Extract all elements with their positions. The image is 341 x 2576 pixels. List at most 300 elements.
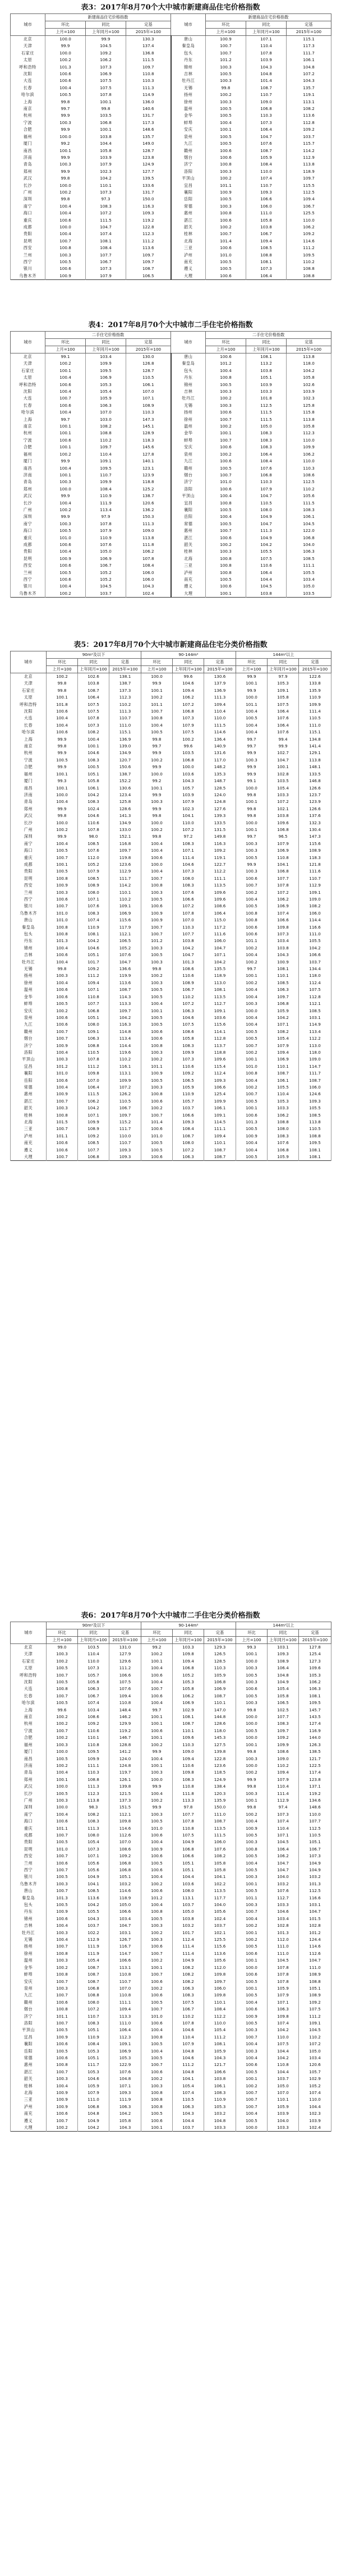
index-value-cell: 100.5 [141,994,173,1000]
table-6 [10,1622,331,2132]
table-row [11,1644,331,1651]
index-value-cell: 109.4 [204,1133,236,1140]
index-value-cell: 100.6 [45,77,86,84]
index-value-cell: 108.6 [268,1748,299,1755]
index-value-cell: 148.4 [109,1707,141,1714]
index-value-cell: 99.8 [47,680,78,687]
index-value-cell: 144.8 [204,1714,236,1720]
index-value-cell: 100.8 [141,1091,173,1098]
city-name-cell: 西安 [11,245,45,251]
index-value-cell: 106.2 [173,1693,204,1700]
index-value-cell: 109.7 [126,259,171,265]
index-value-cell: 140.1 [126,458,171,465]
index-value-cell: 107.3 [246,120,287,126]
index-value-cell: 127.8 [299,1644,331,1651]
index-value-cell: 103.9 [268,2110,299,2117]
index-value-cell: 120.6 [299,2061,331,2068]
index-value-cell: 110.8 [109,1971,141,1978]
table-row [11,1049,331,1056]
base-header: 上月=100 [236,666,268,673]
index-value-cell: 119.2 [299,1790,331,1797]
index-value-cell: 108.2 [173,1971,204,1978]
index-value-cell: 109.2 [78,1133,109,1140]
index-value-cell: 119.1 [204,855,236,861]
index-value-cell: 107.9 [78,2090,109,2096]
index-value-cell: 103.3 [173,1644,204,1651]
index-value-cell: 112.8 [204,1035,236,1042]
index-value-cell: 100.6 [141,1028,173,1035]
index-value-cell: 110.1 [204,1700,236,1706]
index-value-cell: 103.7 [86,590,126,598]
city-name-cell: 合肥 [11,1734,47,1741]
index-value-cell: 100.7 [141,924,173,931]
table-row [11,861,331,868]
index-value-cell: 106.8 [173,757,204,764]
city-name-cell: 金华 [171,112,206,119]
index-value-cell: 107.1 [268,1832,299,1839]
index-value-cell: 106.8 [268,826,299,833]
index-value-cell: 108.1 [173,1714,204,1720]
index-value-cell: 138.4 [204,1783,236,1790]
index-value-cell: 108.4 [173,1126,204,1132]
index-value-cell: 109.5 [287,252,331,259]
city-name-cell: 吉林 [11,952,47,958]
table-row [11,120,331,126]
index-value-cell: 100.5 [206,507,246,513]
index-value-cell: 101.0 [45,535,86,541]
index-value-cell: 106.2 [126,548,171,555]
table-row [11,382,331,388]
index-value-cell: 105.9 [268,1154,299,1161]
index-value-cell: 100.4 [45,203,86,210]
index-value-cell: 99.9 [236,750,268,756]
index-value-cell: 113.6 [287,112,331,119]
index-value-cell: 108.3 [173,841,204,847]
index-value-cell: 104.0 [287,541,331,548]
index-value-cell: 100.8 [47,875,78,882]
index-value-cell: 110.1 [109,889,141,896]
index-value-cell: 100.5 [236,1992,268,1999]
index-value-cell: 107.2 [109,1084,141,1091]
index-value-cell: 100.6 [45,71,86,77]
city-name-cell: 三亚 [11,1126,47,1132]
table-row [11,868,331,875]
index-value-cell: 106.9 [268,903,299,910]
index-value-cell: 107.8 [268,882,299,889]
city-name-cell: 银川 [11,903,47,910]
index-value-cell: 110.3 [173,924,204,931]
table-row [11,771,331,778]
city-name-cell: 贵阳 [11,231,45,237]
index-value-cell: 106.7 [246,231,287,237]
index-value-cell: 100.9 [206,189,246,196]
index-value-cell: 101.2 [47,1063,78,1070]
index-value-cell: 104.2 [246,541,287,548]
index-value-cell: 114.8 [109,1028,141,1035]
city-name-cell: 宁波 [11,120,45,126]
index-value-cell: 103.7 [78,1922,109,1929]
index-value-cell: 100.6 [45,541,86,548]
city-name-cell: 洛阳 [11,2020,47,2027]
table-row [11,402,331,409]
city-name-cell: 石家庄 [11,1658,47,1665]
index-value-cell: 100.3 [47,889,78,896]
index-value-cell: 105.8 [78,778,109,784]
index-value-cell: 105.9 [204,2048,236,2055]
city-name-cell: 锦州 [171,382,206,388]
index-value-cell: 106.6 [204,2069,236,2076]
city-name-cell: 南充 [11,2110,47,2117]
city-name-cell: 包头 [11,1902,47,1908]
index-value-cell: 111.8 [126,541,171,548]
index-value-cell: 100.6 [206,458,246,465]
sub-header: 同比 [173,659,204,666]
index-value-cell: 108.4 [246,161,287,168]
index-value-cell: 103.7 [268,2076,299,2082]
index-value-cell: 106.4 [246,126,287,133]
index-value-cell: 105.3 [268,680,299,687]
sub-header: 定基 [204,1629,236,1637]
index-value-cell: 115.0 [204,917,236,924]
index-value-cell: 100.5 [236,1154,268,1161]
city-name-cell: 襄阳 [171,507,206,513]
table-4-title: 表4：2017年8月70个大中城市二手住宅价格指数 [88,321,253,329]
index-value-cell: 107.4 [86,231,126,237]
city-name-cell: 西宁 [11,576,45,583]
index-value-cell: 110.8 [109,1992,141,1999]
city-name-cell: 乌鲁木齐 [11,590,45,598]
table-row [11,77,331,84]
city-header: 城市 [11,1622,47,1644]
index-value-cell: 100.4 [206,368,246,374]
index-value-cell: 99.8 [236,1707,268,1714]
index-value-cell: 100.7 [47,2020,78,2027]
index-value-cell: 104.7 [109,1922,141,1929]
index-value-cell: 100.1 [236,1930,268,1936]
table-row [11,903,331,910]
index-value-cell: 100.7 [141,931,173,938]
index-value-cell: 103.7 [299,959,331,966]
city-name-cell: 锦州 [11,1916,47,1922]
index-value-cell: 100.2 [173,736,204,743]
index-value-cell: 116.3 [109,1021,141,1028]
table-row [11,416,331,423]
index-value-cell: 111.5 [86,217,126,224]
index-value-cell: 111.5 [204,1832,236,1839]
index-value-cell: 114.1 [204,1028,236,1035]
city-name-cell: 济宁 [171,479,206,485]
index-value-cell: 124.6 [299,1091,331,1098]
index-value-cell: 108.7 [204,1147,236,1154]
table-row [11,562,331,569]
index-value-cell: 100.4 [47,1922,78,1929]
index-value-cell: 99.9 [47,736,78,743]
index-value-cell: 105.0 [287,583,331,590]
table-row [11,1971,331,1978]
index-value-cell: 97.3 [86,196,126,203]
city-name-cell: 北京 [11,673,47,681]
index-value-cell: 106.2 [287,224,331,231]
index-value-cell: 117.0 [204,757,236,764]
index-value-cell: 100.4 [45,409,86,416]
index-value-cell: 102.2 [204,1881,236,1888]
index-value-cell: 106.3 [86,402,126,409]
index-value-cell: 100.7 [47,1035,78,1042]
index-value-cell: 100.5 [141,1140,173,1146]
index-value-cell: 100.2 [236,1811,268,1818]
index-value-cell: 101.0 [47,1846,78,1853]
index-value-cell: 108.2 [268,1028,299,1035]
index-value-cell: 100.5 [206,196,246,203]
index-value-cell: 106.8 [268,868,299,875]
index-value-cell: 100.3 [47,1651,78,1657]
index-value-cell: 108.9 [173,980,204,986]
index-value-cell: 100.5 [206,465,246,472]
index-value-cell: 109.7 [126,64,171,71]
index-value-cell: 108.8 [86,430,126,437]
index-value-cell: 107.5 [173,1021,204,1028]
index-value-cell: 101.2 [206,57,246,63]
city-name-cell: 银川 [11,583,45,590]
index-value-cell: 110.0 [78,1658,109,1665]
index-value-cell: 145.1 [126,423,171,430]
index-value-cell: 100.3 [141,945,173,952]
index-value-cell: 103.4 [86,353,126,361]
index-value-cell: 100.4 [141,1700,173,1706]
table-row [11,1790,331,1797]
table-row [11,1936,331,1943]
index-value-cell: 100.5 [206,105,246,112]
table-row [11,245,331,251]
index-value-cell: 99.8 [45,99,86,105]
index-value-cell: 101.3 [47,1895,78,1902]
index-value-cell: 100.1 [141,687,173,694]
table-row [11,2118,331,2124]
index-value-cell: 100.8 [47,1112,78,1119]
index-value-cell: 104.0 [268,2118,299,2124]
index-value-cell: 107.0 [109,1839,141,1845]
index-value-cell: 109.5 [86,368,126,374]
index-value-cell: 100.4 [141,2027,173,2033]
index-value-cell: 104.6 [78,750,109,756]
index-value-cell: 107.4 [173,2090,204,2096]
index-value-cell: 110.5 [299,1832,331,1839]
index-value-cell: 100.6 [47,1077,78,1084]
city-name-cell: 郑州 [11,806,47,812]
index-value-cell: 126.6 [299,806,331,812]
index-value-cell: 108.8 [78,1043,109,1049]
index-value-cell: 108.5 [287,555,331,562]
index-value-cell: 100.6 [47,986,78,993]
index-value-cell: 100.9 [268,959,299,966]
index-value-cell: 109.3 [126,210,171,217]
index-value-cell: 99.8 [45,196,86,203]
index-value-cell: 127.5 [204,1742,236,1748]
sub-header: 定基 [287,21,331,29]
table-row [11,994,331,1000]
index-value-cell: 100.5 [47,847,78,854]
index-value-cell: 100.5 [236,903,268,910]
index-value-cell: 101.1 [47,2013,78,2020]
index-value-cell: 103.2 [109,1881,141,1888]
index-value-cell: 100.4 [47,722,78,729]
index-value-cell: 100.4 [141,2048,173,2055]
index-value-cell: 100.6 [141,1126,173,1132]
index-value-cell: 100.7 [141,708,173,715]
city-name-cell: 哈尔滨 [11,1700,47,1706]
index-value-cell: 124.8 [109,1762,141,1769]
index-value-cell: 100.6 [47,708,78,715]
index-value-cell: 106.3 [299,1686,331,1692]
index-value-cell: 100.2 [236,2083,268,2090]
index-value-cell: 100.7 [141,2061,173,2068]
index-value-cell: 101.2 [206,360,246,367]
index-value-cell: 107.8 [173,1818,204,1825]
index-value-cell: 131.5 [204,826,236,833]
index-value-cell: 100.1 [45,472,86,479]
index-value-cell: 108.3 [173,1043,204,1049]
table-row [11,91,331,98]
index-value-cell: 100.5 [45,91,86,98]
index-value-cell: 100.2 [45,590,86,598]
table-row [11,1728,331,1734]
index-value-cell: 100.1 [236,826,268,833]
table-row [11,1105,331,1112]
index-value-cell: 108.3 [78,910,109,917]
index-value-cell: 106.4 [246,273,287,280]
index-value-cell: 105.4 [204,2027,236,2033]
index-value-cell: 100.6 [45,576,86,583]
index-value-cell: 105.1 [173,1867,204,1874]
index-value-cell: 125.5 [204,1936,236,1943]
index-value-cell: 104.3 [173,2110,204,2117]
index-value-cell: 108.8 [287,265,331,272]
index-value-cell: 108.7 [78,1971,109,1978]
index-value-cell: 107.8 [173,910,204,917]
index-value-cell: 98.3 [78,1804,109,1811]
index-value-cell: 106.4 [109,2027,141,2033]
table-row [11,1043,331,1049]
index-value-cell: 100.2 [141,757,173,764]
index-value-cell: 113.4 [109,1035,141,1042]
index-value-cell: 107.8 [86,91,126,98]
table-row [11,217,331,224]
index-value-cell: 103.8 [86,134,126,140]
index-value-cell: 104.1 [268,861,299,868]
index-value-cell: 105.6 [204,1908,236,1915]
index-value-cell: 103.5 [86,112,126,119]
index-value-cell: 100.1 [206,126,246,133]
table-row [11,493,331,499]
index-value-cell: 100.3 [236,1839,268,1845]
city-name-cell: 平顶山 [11,1056,47,1063]
city-name-cell: 杭州 [11,750,47,756]
city-name-cell: 青岛 [11,798,47,805]
table-row [11,701,331,708]
index-value-cell: 135.9 [299,687,331,694]
city-name-cell: 太原 [11,1665,47,1672]
index-value-cell: 101.3 [268,1930,299,1936]
table-row [11,1091,331,1098]
table-row [11,2076,331,2082]
index-value-cell: 104.2 [109,2110,141,2117]
index-value-cell: 123.9 [126,472,171,479]
city-name-cell: 南昌 [11,148,45,154]
index-value-cell: 104.9 [246,513,287,520]
index-value-cell: 100.3 [206,402,246,409]
table-row [11,1008,331,1014]
index-value-cell: 100.5 [141,1147,173,1154]
index-value-cell: 111.7 [109,1126,141,1132]
table-row [11,182,331,189]
city-name-cell: 岳阳 [171,513,206,520]
city-name-cell: 常德 [11,2055,47,2061]
index-value-cell: 126.1 [109,1776,141,1783]
index-value-cell: 134.8 [299,736,331,743]
index-value-cell: 100.6 [141,2069,173,2076]
index-value-cell: 108.3 [246,437,287,444]
index-value-cell: 110.8 [126,71,171,77]
index-value-cell: 100.1 [141,1720,173,1727]
index-value-cell: 106.4 [268,1665,299,1672]
index-value-cell: 109.2 [204,847,236,854]
index-value-cell: 104.2 [299,945,331,952]
index-value-cell: 102.3 [299,2110,331,2117]
index-value-cell: 104.1 [173,812,204,819]
index-value-cell: 107.8 [78,826,109,833]
index-value-cell: 105.8 [268,1693,299,1700]
index-value-cell: 106.1 [204,1105,236,1112]
city-name-cell: 牡丹江 [171,395,206,402]
index-value-cell: 103.8 [204,2076,236,2082]
index-value-cell: 106.8 [173,708,204,715]
index-value-cell: 137.9 [204,680,236,687]
city-name-cell: 扬州 [11,972,47,979]
index-value-cell: 151.5 [109,1804,141,1811]
index-value-cell: 100.7 [47,903,78,910]
index-value-cell: 100.4 [236,1077,268,1084]
index-value-cell: 107.1 [173,847,204,854]
index-value-cell: 100.5 [141,2041,173,2047]
index-value-cell: 107.6 [268,1140,299,1146]
index-value-cell: 110.8 [78,994,109,1000]
index-value-cell: 104.3 [78,1916,109,1922]
city-name-cell: 宜昌 [11,2034,47,2041]
table-row [11,2006,331,2013]
table-row [11,889,331,896]
index-value-cell: 100.4 [45,500,86,507]
table-row [11,750,331,756]
city-name-cell: 常德 [171,521,206,527]
index-value-cell: 103.8 [268,945,299,952]
city-name-cell: 惠州 [171,527,206,534]
city-name-cell: 北海 [171,555,206,562]
index-value-cell: 104.2 [268,2027,299,2033]
index-value-cell: 100.0 [173,764,204,770]
index-value-cell: 107.7 [78,1000,109,1007]
index-value-cell: 114.6 [204,729,236,736]
index-value-cell: 99.9 [236,771,268,778]
index-value-cell: 114.6 [109,1825,141,1832]
table-row [11,374,331,381]
city-name-cell: 烟台 [11,1035,47,1042]
index-value-cell: 100.6 [206,409,246,416]
index-value-cell: 106.1 [126,382,171,388]
index-value-cell: 100.2 [236,1084,268,1091]
index-value-cell: 100.5 [47,757,78,764]
index-value-cell: 105.3 [268,1098,299,1105]
index-value-cell: 112.3 [126,231,171,237]
